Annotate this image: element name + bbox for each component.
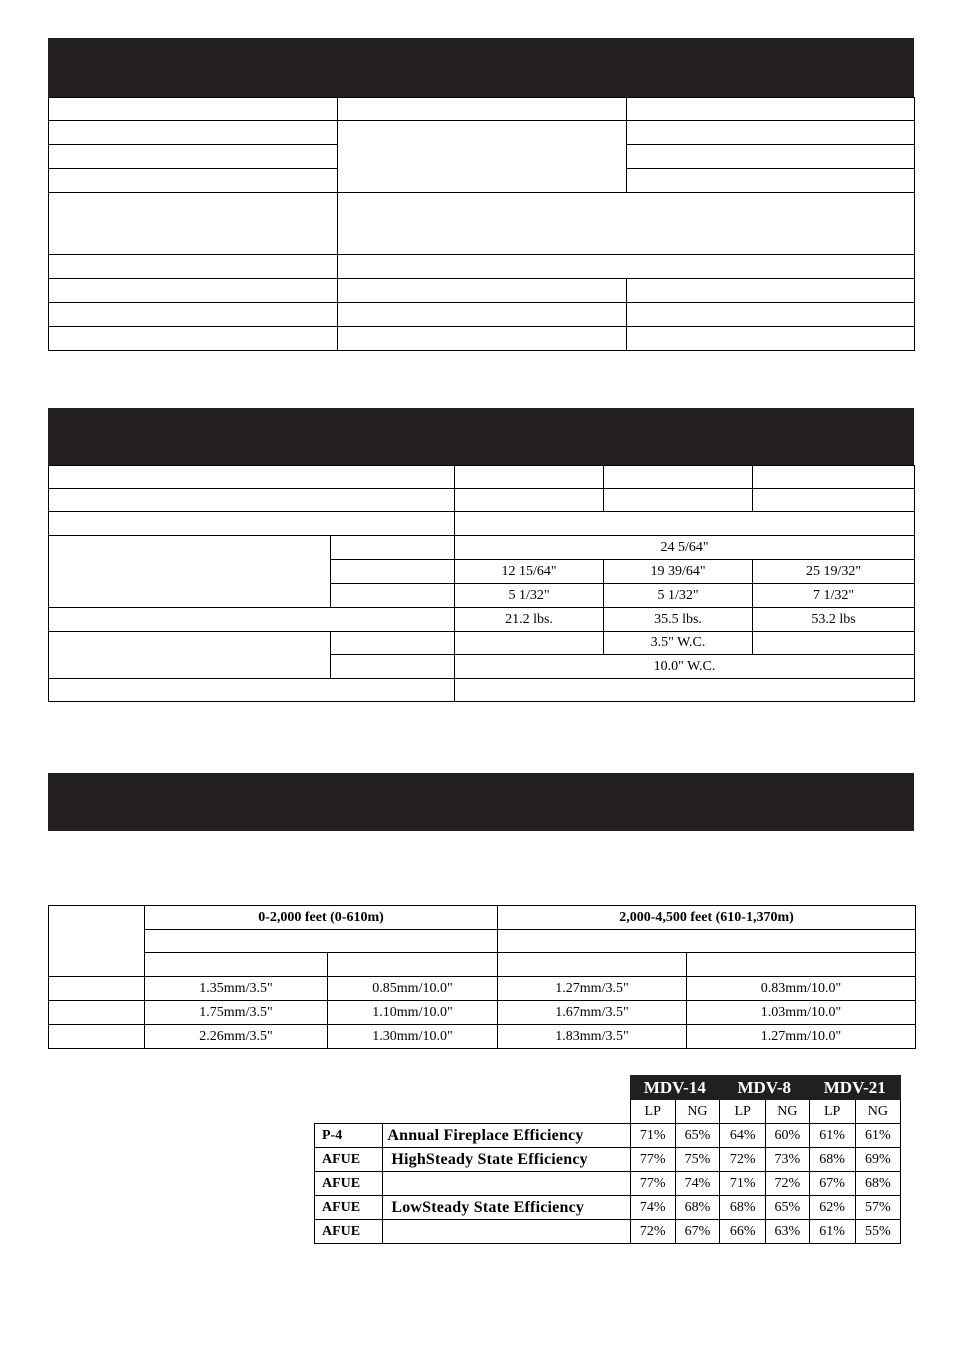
section-3-header-bar xyxy=(48,773,914,831)
efficiency-value: 71% xyxy=(720,1172,766,1196)
efficiency-value: 66% xyxy=(720,1220,766,1244)
efficiency-value: 61% xyxy=(809,1220,855,1244)
table-cell xyxy=(604,466,753,489)
dimension-cell: 5 1/32" xyxy=(604,584,753,608)
table-cell xyxy=(338,121,627,193)
orifice-cell: 0.83mm/10.0" xyxy=(687,977,916,1001)
table-cell xyxy=(498,953,687,977)
table-cell xyxy=(49,1025,145,1049)
table-cell xyxy=(49,145,338,169)
table-cell xyxy=(49,906,145,977)
efficiency-value: 74% xyxy=(630,1196,675,1220)
efficiency-value: 72% xyxy=(720,1148,766,1172)
dimension-cell: 24 5/64" xyxy=(455,536,915,560)
table-cell xyxy=(627,121,915,145)
table-cell xyxy=(627,145,915,169)
table-cell xyxy=(753,466,915,489)
pressure-cell: 10.0" W.C. xyxy=(455,655,915,679)
orifice-cell: 1.10mm/10.0" xyxy=(328,1001,498,1025)
model-header: MDV-8 xyxy=(720,1076,809,1100)
table-cell xyxy=(338,193,915,255)
efficiency-value: 61% xyxy=(855,1124,900,1148)
orifice-cell: 1.03mm/10.0" xyxy=(687,1001,916,1025)
efficiency-value: 55% xyxy=(855,1220,900,1244)
table-cell xyxy=(49,327,338,351)
table-cell xyxy=(49,608,455,632)
table-cell xyxy=(338,303,627,327)
efficiency-value: 68% xyxy=(720,1196,766,1220)
model-header: MDV-14 xyxy=(630,1076,719,1100)
efficiency-value: 57% xyxy=(855,1196,900,1220)
table-cell xyxy=(627,98,915,121)
table-cell xyxy=(49,512,455,536)
table-cell xyxy=(49,632,331,679)
table-cell xyxy=(49,279,338,303)
table-cell xyxy=(383,1100,630,1124)
table-cell xyxy=(331,655,455,679)
efficiency-value: 62% xyxy=(809,1196,855,1220)
orifice-cell: 1.75mm/3.5" xyxy=(145,1001,328,1025)
table-cell xyxy=(331,536,455,560)
efficiency-value: 61% xyxy=(809,1124,855,1148)
rating-label: HighSteady State Efficiency xyxy=(383,1148,630,1172)
table-cell xyxy=(49,193,338,255)
table-cell xyxy=(338,279,627,303)
section-1-header-bar xyxy=(48,38,914,97)
table-cell xyxy=(455,632,604,655)
table-cell xyxy=(338,327,627,351)
efficiency-value: 63% xyxy=(766,1220,809,1244)
table-cell xyxy=(687,953,916,977)
orifice-cell: 1.27mm/3.5" xyxy=(498,977,687,1001)
fuel-header: NG xyxy=(675,1100,719,1124)
efficiency-value: 67% xyxy=(809,1172,855,1196)
rating-code: AFUE xyxy=(315,1148,383,1172)
table-cell xyxy=(331,560,455,584)
table-cell xyxy=(49,1001,145,1025)
table-cell xyxy=(455,679,915,702)
efficiency-value: 77% xyxy=(630,1172,675,1196)
fuel-header: LP xyxy=(720,1100,766,1124)
efficiency-value: 75% xyxy=(675,1148,719,1172)
rating-code: AFUE xyxy=(315,1196,383,1220)
rating-label xyxy=(383,1220,630,1244)
section-2-specs-table xyxy=(48,465,915,702)
table-cell xyxy=(49,303,338,327)
table-cell xyxy=(338,98,627,121)
efficiency-value: 64% xyxy=(720,1124,766,1148)
rating-label xyxy=(383,1172,630,1196)
fuel-header: NG xyxy=(855,1100,900,1124)
weight-cell: 21.2 lbs. xyxy=(455,608,604,632)
weight-cell: 35.5 lbs. xyxy=(604,608,753,632)
efficiency-value: 60% xyxy=(766,1124,809,1148)
table-cell xyxy=(331,632,455,655)
table-cell xyxy=(315,1076,383,1100)
altitude-header: 2,000-4,500 feet (610-1,370m) xyxy=(498,906,916,930)
table-cell xyxy=(331,584,455,608)
pressure-cell: 3.5" W.C. xyxy=(604,632,753,655)
table-cell xyxy=(49,121,338,145)
efficiency-value: 74% xyxy=(675,1172,719,1196)
fuel-header: NG xyxy=(766,1100,809,1124)
table-cell xyxy=(49,98,338,121)
orifice-cell: 1.27mm/10.0" xyxy=(687,1025,916,1049)
efficiency-value: 71% xyxy=(630,1124,675,1148)
rating-code: AFUE xyxy=(315,1172,383,1196)
fuel-header: LP xyxy=(809,1100,855,1124)
table-cell xyxy=(328,953,498,977)
table-cell xyxy=(604,489,753,512)
efficiency-value: 65% xyxy=(766,1196,809,1220)
table-cell xyxy=(49,255,338,279)
table-cell xyxy=(627,327,915,351)
efficiency-value: 69% xyxy=(855,1148,900,1172)
table-cell xyxy=(49,169,338,193)
efficiency-value: 67% xyxy=(675,1220,719,1244)
model-header: MDV-21 xyxy=(809,1076,901,1100)
table-cell xyxy=(49,489,455,512)
table-cell xyxy=(145,930,498,953)
efficiency-value: 72% xyxy=(630,1220,675,1244)
dimension-cell: 12 15/64" xyxy=(455,560,604,584)
section-2-header-bar xyxy=(48,408,914,465)
section-1-table xyxy=(48,97,915,351)
weight-cell: 53.2 lbs xyxy=(753,608,915,632)
dimension-cell: 25 19/32" xyxy=(753,560,915,584)
dimension-cell: 19 39/64" xyxy=(604,560,753,584)
table-cell xyxy=(627,169,915,193)
table-cell xyxy=(49,466,455,489)
table-cell xyxy=(338,255,915,279)
efficiency-table xyxy=(314,1075,901,1244)
table-cell xyxy=(455,489,604,512)
orifice-cell: 2.26mm/3.5" xyxy=(145,1025,328,1049)
table-cell xyxy=(315,1100,383,1124)
efficiency-value: 72% xyxy=(766,1172,809,1196)
dimension-cell: 7 1/32" xyxy=(753,584,915,608)
efficiency-value: 68% xyxy=(809,1148,855,1172)
orifice-cell: 1.35mm/3.5" xyxy=(145,977,328,1001)
orifice-cell: 1.67mm/3.5" xyxy=(498,1001,687,1025)
table-cell xyxy=(455,466,604,489)
table-cell xyxy=(753,489,915,512)
rating-label: LowSteady State Efficiency xyxy=(383,1196,630,1220)
orifice-table xyxy=(48,905,916,1049)
table-cell xyxy=(383,1076,630,1100)
orifice-cell: 1.83mm/3.5" xyxy=(498,1025,687,1049)
efficiency-value: 77% xyxy=(630,1148,675,1172)
table-cell xyxy=(49,536,331,608)
fuel-header: LP xyxy=(630,1100,675,1124)
rating-code: AFUE xyxy=(315,1220,383,1244)
rating-code: P-4 xyxy=(315,1124,383,1148)
table-cell xyxy=(753,632,915,655)
efficiency-value: 68% xyxy=(675,1196,719,1220)
table-cell xyxy=(49,679,455,702)
rating-label: Annual Fireplace Efficiency xyxy=(383,1124,630,1148)
altitude-header: 0-2,000 feet (0-610m) xyxy=(145,906,498,930)
table-cell xyxy=(627,303,915,327)
table-cell xyxy=(627,279,915,303)
table-cell xyxy=(49,977,145,1001)
efficiency-value: 65% xyxy=(675,1124,719,1148)
table-cell xyxy=(145,953,328,977)
efficiency-value: 73% xyxy=(766,1148,809,1172)
dimension-cell: 5 1/32" xyxy=(455,584,604,608)
orifice-cell: 0.85mm/10.0" xyxy=(328,977,498,1001)
table-cell xyxy=(455,512,915,536)
table-cell xyxy=(498,930,916,953)
efficiency-value: 68% xyxy=(855,1172,900,1196)
orifice-cell: 1.30mm/10.0" xyxy=(328,1025,498,1049)
